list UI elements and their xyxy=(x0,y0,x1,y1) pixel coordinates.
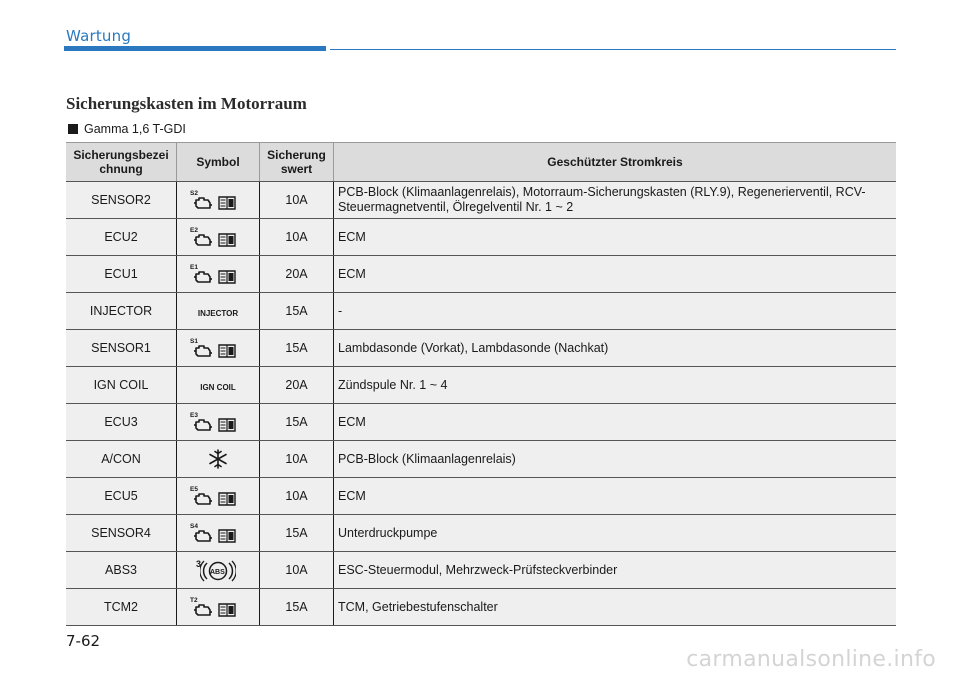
fuse-rating: 10A xyxy=(260,182,334,219)
abs-label: ABS xyxy=(210,569,225,576)
table-row xyxy=(66,478,896,515)
snowflake-icon xyxy=(208,449,228,469)
fuse-symbol xyxy=(177,219,260,256)
symbol-box xyxy=(183,481,253,511)
manual-book-icon xyxy=(217,491,237,507)
symbol-code: S2 xyxy=(190,190,198,197)
manual-book-icon xyxy=(217,528,237,544)
fuse-symbol xyxy=(177,441,260,478)
fuse-rating: 15A xyxy=(260,330,334,367)
engine-icon xyxy=(193,528,213,544)
fuse-circuit: PCB-Block (Klimaanlagenrelais) xyxy=(334,441,897,478)
engine-icon xyxy=(193,232,213,248)
fuse-symbol xyxy=(177,293,260,330)
symbol-code: E2 xyxy=(190,227,198,234)
fuse-rating: 15A xyxy=(260,515,334,552)
table-header-row xyxy=(66,143,896,182)
symbol-box xyxy=(183,185,253,215)
engine-icon xyxy=(193,491,213,507)
fuse-name: SENSOR4 xyxy=(66,515,177,552)
fuse-symbol xyxy=(177,330,260,367)
header-rule-thick xyxy=(64,46,326,51)
model-line xyxy=(68,122,186,136)
symbol-box xyxy=(183,370,253,400)
fuse-name: ECU1 xyxy=(66,256,177,293)
fuse-symbol xyxy=(177,367,260,404)
fuse-symbol xyxy=(177,256,260,293)
engine-icon xyxy=(193,269,213,285)
symbol-box xyxy=(183,407,253,437)
table-row xyxy=(66,515,896,552)
fuse-name: ECU2 xyxy=(66,219,177,256)
symbol-code: E5 xyxy=(190,486,198,493)
manual-book-icon xyxy=(217,602,237,618)
engine-icon xyxy=(193,417,213,433)
symbol-box xyxy=(183,296,253,326)
manual-book-icon xyxy=(217,417,237,433)
table-row xyxy=(66,256,896,293)
symbol-code: S1 xyxy=(190,338,198,345)
fuse-symbol xyxy=(177,182,260,219)
symbol-box xyxy=(183,592,253,622)
table-row xyxy=(66,589,896,626)
symbol-box xyxy=(183,444,253,474)
manual-book-icon xyxy=(217,195,237,211)
fuse-circuit: ECM xyxy=(334,256,897,293)
symbol-box xyxy=(183,333,253,363)
fuse-symbol xyxy=(177,552,260,589)
fuse-rating: 10A xyxy=(260,219,334,256)
fuse-table xyxy=(66,142,896,626)
fuse-symbol xyxy=(177,404,260,441)
header-fuse-name: Sicherungsbezei chnung xyxy=(66,143,177,182)
fuse-name: SENSOR1 xyxy=(66,330,177,367)
symbol-code: 3 xyxy=(196,559,202,569)
symbol-box xyxy=(183,518,253,548)
fuse-rating: 10A xyxy=(260,478,334,515)
section-label: Wartung xyxy=(66,27,132,45)
table-row xyxy=(66,182,896,219)
symbol-box xyxy=(183,222,253,252)
fuse-name: TCM2 xyxy=(66,589,177,626)
fuse-rating: 15A xyxy=(260,293,334,330)
engine-icon xyxy=(193,343,213,359)
square-bullet-icon xyxy=(68,124,78,134)
table-row xyxy=(66,367,896,404)
table-row xyxy=(66,330,896,367)
fuse-rating: 20A xyxy=(260,367,334,404)
fuse-name: SENSOR2 xyxy=(66,182,177,219)
symbol-text: INJECTOR xyxy=(197,309,239,318)
fuse-rating: 15A xyxy=(260,589,334,626)
fuse-name: IGN COIL xyxy=(66,367,177,404)
symbol-box xyxy=(183,259,253,289)
fuse-rating: 10A xyxy=(260,441,334,478)
watermark: carmanualsonline.info xyxy=(686,647,936,672)
fuse-circuit: Zündspule Nr. 1 ~ 4 xyxy=(334,367,897,404)
engine-icon xyxy=(193,195,213,211)
manual-book-icon xyxy=(217,232,237,248)
fuse-symbol xyxy=(177,515,260,552)
manual-book-icon xyxy=(217,269,237,285)
fuse-rating: 15A xyxy=(260,404,334,441)
table-row xyxy=(66,219,896,256)
fuse-rating: 20A xyxy=(260,256,334,293)
symbol-text: IGN COIL xyxy=(200,383,236,392)
fuse-name: INJECTOR xyxy=(66,293,177,330)
symbol-code: E3 xyxy=(190,412,198,419)
table-row xyxy=(66,441,896,478)
fuse-name: A/CON xyxy=(66,441,177,478)
header-symbol: Symbol xyxy=(177,143,260,182)
model-label: Gamma 1,6 T-GDI xyxy=(84,122,186,136)
table-row xyxy=(66,552,896,589)
table-row xyxy=(66,404,896,441)
fuse-circuit: ECM xyxy=(334,219,897,256)
fuse-circuit: ECM xyxy=(334,404,897,441)
fuse-circuit: ESC-Steuermodul, Mehrzweck-Prüfsteckverbinder xyxy=(334,552,897,589)
symbol-code: T2 xyxy=(190,597,198,604)
fuse-symbol xyxy=(177,589,260,626)
fuse-symbol xyxy=(177,478,260,515)
header-rule-thin xyxy=(330,49,896,50)
symbol-code: E1 xyxy=(190,264,198,271)
symbol-code: S4 xyxy=(190,523,198,530)
fuse-circuit: ECM xyxy=(334,478,897,515)
header-circuit: Geschützter Stromkreis xyxy=(334,143,897,182)
fuse-circuit: Lambdasonde (Vorkat), Lambdasonde (Nachkat) xyxy=(334,330,897,367)
fuse-circuit: - xyxy=(334,293,897,330)
fuse-circuit: Unterdruckpumpe xyxy=(334,515,897,552)
fuse-rating: 10A xyxy=(260,552,334,589)
fuse-circuit: PCB-Block (Klimaanlagenrelais), Motorraum-Sicherungskasten (RLY.9), Regenerierventil, RCV-Steuermagnetventil, Ölregelventil Nr. 1 ~ 2 xyxy=(334,182,897,219)
manual-book-icon xyxy=(217,343,237,359)
header-rating: Sicherung swert xyxy=(260,143,334,182)
page-title: Sicherungskasten im Motorraum xyxy=(66,94,307,113)
symbol-box xyxy=(183,555,253,585)
fuse-name: ABS3 xyxy=(66,552,177,589)
fuse-name: ECU5 xyxy=(66,478,177,515)
fuse-circuit: TCM, Getriebestufenschalter xyxy=(334,589,897,626)
table-row xyxy=(66,293,896,330)
page-number: 7-62 xyxy=(66,632,101,650)
engine-icon xyxy=(193,602,213,618)
fuse-name: ECU3 xyxy=(66,404,177,441)
